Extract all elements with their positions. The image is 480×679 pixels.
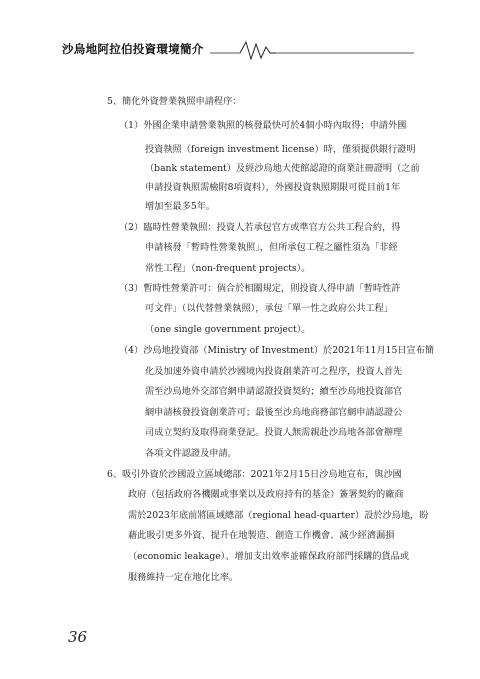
- header-title: 沙烏地阿拉伯投資環境簡介: [62, 42, 204, 56]
- paragraph-line: 化及加速外資申請於沙國境內投資創業許可之程序，投資人首先: [145, 366, 403, 377]
- paragraph-line: 各項文件認證及申請。: [145, 448, 237, 459]
- paragraph-line: 需至沙烏地外交部官網申請認證投資契約；續至沙烏地投資部官: [145, 386, 403, 397]
- paragraph-line: （3）暫時性營業許可：倘合於相關規定，則投資人得申請「暫時性許: [119, 283, 401, 294]
- paragraph-line: 可文件」（以代替營業執照），承包「單一性之政府公共工程」: [145, 303, 394, 314]
- paragraph-line: 網申請核發投資創業許可；最後至沙烏地商務部官網申請認證公: [145, 407, 403, 418]
- paragraph-line: （2）臨時性營業執照：投資人若承包官方或準官方公共工程合約，得: [119, 222, 401, 233]
- paragraph-line: （one single government project）。: [145, 324, 311, 335]
- paragraph-line: 投資執照（foreign investment license）時，僅須提供銀行證明: [145, 144, 416, 155]
- paragraph-line: 申請核發「暫時性營業執照」，但所承包工程之屬性須為「非經: [145, 242, 398, 253]
- paragraph-line: 申請投資執照需檢附8項資料），外國投資執照期限可從目前1年: [145, 182, 401, 193]
- paragraph-line: 司成立契約及取得商業登記。投資人無需親赴沙烏地各部會辦理: [145, 427, 403, 438]
- paragraph-line: 政府（包括政府各機關或事業以及政府持有的基金）簽署契約的廠商: [128, 489, 404, 500]
- paragraph-line: 服務維持一定在地化比率。: [128, 572, 239, 583]
- paragraph-line: （economic leakage）、增加支出效率並確保政府部門採購的貨品或: [128, 551, 410, 562]
- paragraph-line: （4）沙烏地投資部（Ministry of Investment）於2021年11月15日宣布簡: [119, 345, 435, 356]
- section-6-heading: 6、吸引外資於沙國設立區域總部：2021年2月15日沙烏地宣布，與沙國: [107, 469, 402, 480]
- section-5-heading: 5、簡化外資營業執照申請程序：: [107, 96, 242, 107]
- paragraph-line: 藉此吸引更多外資、提升在地製造、創造工作機會、減少經濟漏損: [128, 530, 395, 541]
- paragraph-line: （1）外國企業申請營業執照的核發最快可於4個小時內取得；申請外國: [119, 120, 407, 131]
- page-number: 36: [68, 628, 88, 646]
- paragraph-line: 需於2023年底前將區域總部（regional head-quarter）設於沙烏地，盼: [128, 510, 429, 521]
- paragraph-line: 常性工程」（non-frequent projects）。: [145, 263, 311, 274]
- paragraph-line: 增加至最多5年。: [145, 201, 216, 212]
- paragraph-line: （bank statement）及經沙烏地大使館認證的商業註冊證明（之前: [145, 163, 420, 174]
